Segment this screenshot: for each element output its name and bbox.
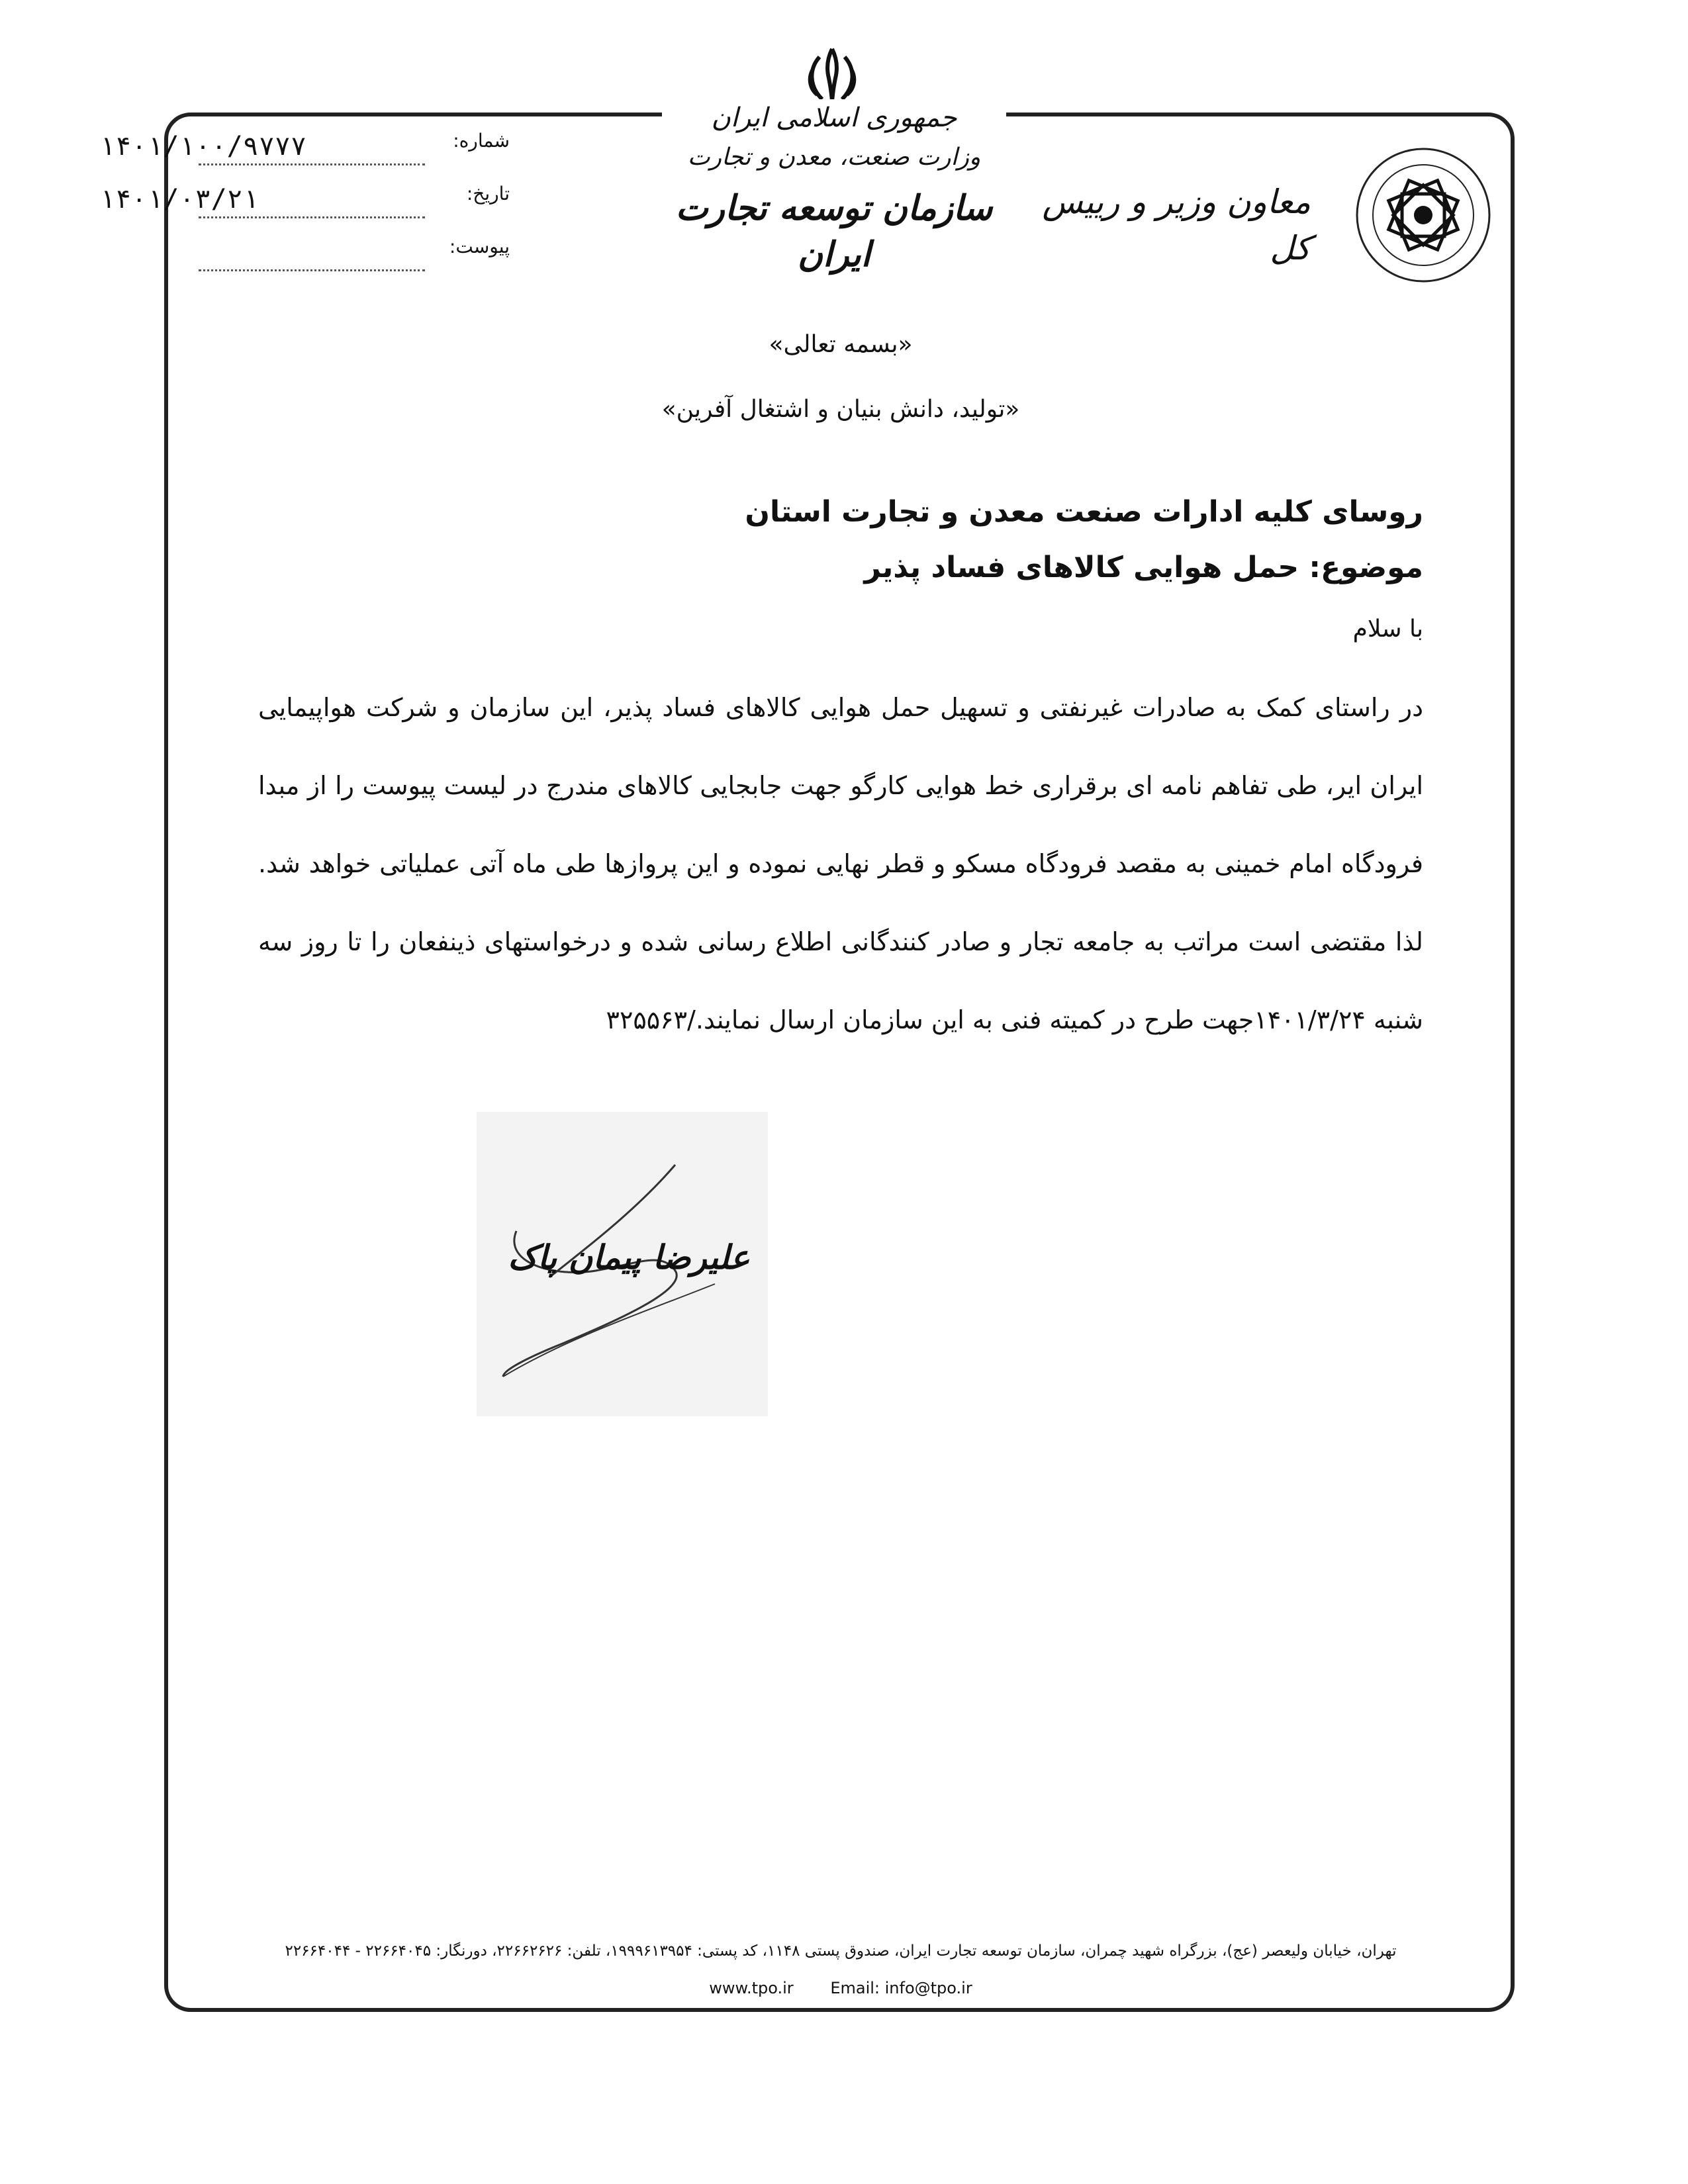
signatory-name: علیرضا پیمان پاک bbox=[508, 1238, 750, 1277]
attachment-label: پیوست: bbox=[449, 236, 510, 257]
recipient: روسای کلیه ادارات صنعت معدن و تجارت استان bbox=[745, 495, 1423, 529]
salutation: با سلام bbox=[1352, 615, 1423, 643]
letter-meta bbox=[99, 126, 510, 285]
number-label: شماره: bbox=[453, 130, 510, 152]
meta-dots bbox=[199, 269, 425, 271]
meta-number-row bbox=[99, 126, 510, 179]
letter-date: ۱۴۰۱/۰۳/۲۱ bbox=[99, 184, 259, 214]
organization-name: سازمان توسعه تجارت ایران bbox=[675, 188, 993, 275]
year-slogan: «تولید، دانش بنیان و اشتغال آفرین» bbox=[661, 396, 1020, 423]
meta-date-row bbox=[99, 179, 510, 232]
footer-address: تهران، خیابان ولیعصر (عج)، بزرگراه شهید چمران، سازمان توسعه تجارت ایران، صندوق پستی ۱۱۴۸، کد پستی: ۱۹۹۹۶۱۳۹۵۴، تلفن: ۲۲۶۶۲۶۲۶، دورنگار: ۲۲۶۶۴۰۴۵ - ۲۲۶۶۴۰۴۴ bbox=[285, 1942, 1397, 1960]
tpo-logo-icon bbox=[1350, 142, 1496, 288]
invocation: «بسمه تعالی» bbox=[769, 331, 913, 358]
subject: موضوع: حمل هوایی کالاهای فساد پذیر bbox=[864, 551, 1423, 584]
letter-number: ۱۴۰۱/۱۰۰/۹۷۷۷ bbox=[99, 131, 307, 161]
ministry-name: وزارت صنعت، معدن و تجارت bbox=[687, 144, 981, 171]
meta-dots bbox=[199, 216, 425, 218]
footer-email[interactable]: Email: info@tpo.ir bbox=[830, 1979, 972, 1997]
letter-body: در راستای کمک به صادرات غیرنفتی و تسهیل حمل هوایی کالاهای فساد پذیر، این سازمان و شرکت هواپیمایی ایران ایر، طی تفاهم نامه ای برقراری خط هوایی کارگو جهت جابجایی کالاهای مندرج در لیست پیوست را از مبدا فرودگاه امام خمینی به مقصد فرودگاه مسکو و قطر نهایی نموده و این پروازها طی ماه آتی عملیاتی خواهد شد. لذا مقتضی است مراتب به جامعه تجار و صادر کنندگانی اطلاع رسانی شده و درخواستهای ذینفعان را تا روز سه شنبه ۱۴۰۱/۳/۲۴جهت طرح در کمیته فنی به این سازمان ارسال نمایند./۳۲۵۵۶۳ bbox=[258, 693, 1423, 1034]
date-label: تاریخ: bbox=[466, 183, 510, 205]
country-name: جمهوری اسلامی ایران bbox=[711, 103, 957, 133]
letterhead bbox=[662, 99, 1006, 278]
footer-website[interactable]: www.tpo.ir bbox=[709, 1979, 794, 1997]
deputy-title: معاون وزیر و رییس کل bbox=[1042, 183, 1311, 267]
meta-attachment-row bbox=[99, 232, 510, 285]
signature-block bbox=[477, 1112, 768, 1416]
meta-dots bbox=[199, 163, 425, 165]
footer-contact bbox=[596, 1979, 1086, 1997]
